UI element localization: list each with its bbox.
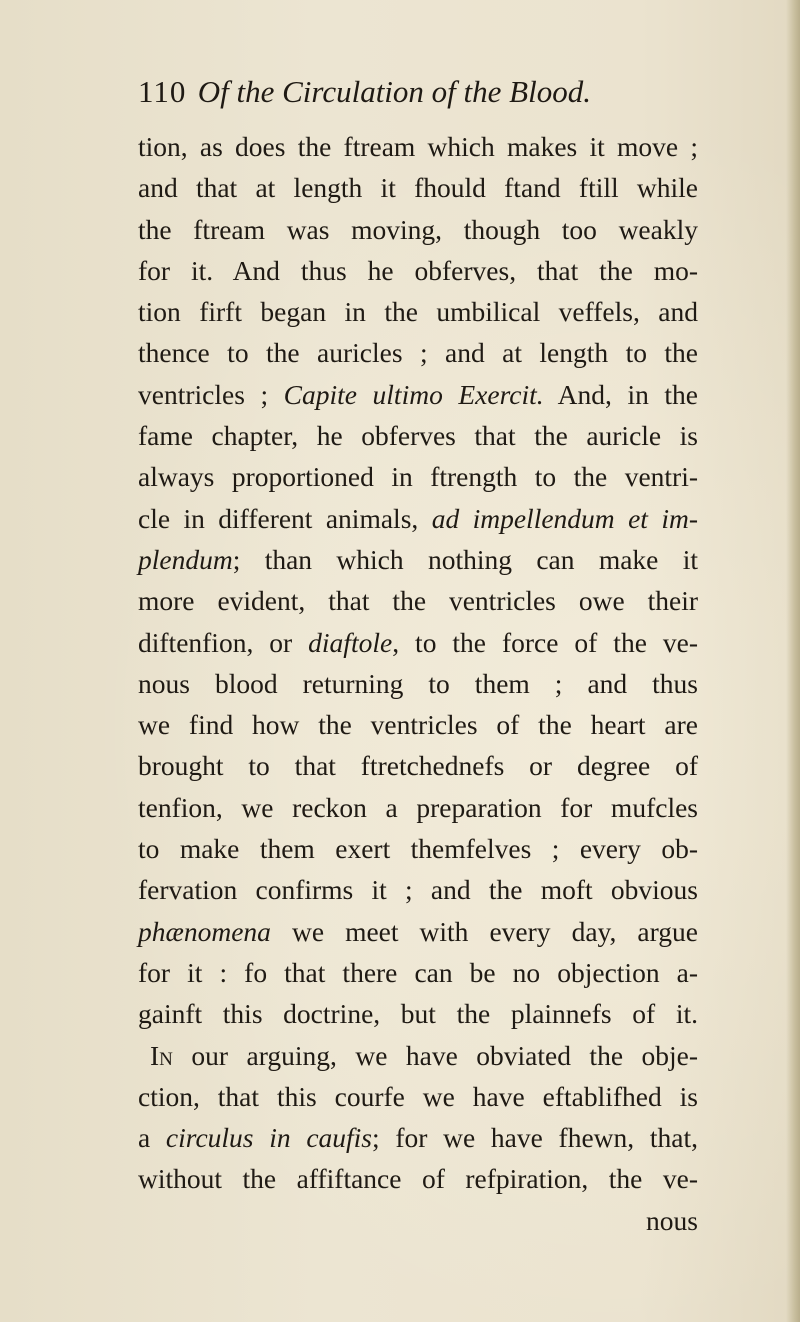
running-title: Of the Circulation of the Blood. — [197, 74, 591, 109]
italic-text-run: circulus in caufis — [165, 1122, 373, 1154]
small-caps-text-run: In — [150, 1039, 173, 1071]
page-number: 110 — [138, 74, 187, 109]
text-run: , to the force of the ve- — [392, 626, 698, 658]
text-line — [138, 622, 698, 663]
page-edge — [786, 0, 800, 1322]
text-line — [138, 1117, 698, 1158]
text-run: ; than which nothing can make it — [232, 543, 698, 575]
italic-text-run: phænomena — [138, 915, 271, 947]
text-line: to make them exert themfelves ; every ob- — [138, 833, 698, 865]
text-line — [138, 498, 698, 539]
text-line: gainft this doctrine, but the plainnefs of it. — [138, 998, 698, 1030]
text-line — [138, 539, 698, 580]
text-line — [138, 911, 698, 952]
text-run: we meet with every day, argue — [270, 915, 698, 947]
text-line: ction, that this courfe we have eftablifhed is — [138, 1080, 698, 1112]
text-line: we find how the ventricles of the heart are — [138, 709, 698, 741]
paragraph-start-line — [138, 1035, 698, 1076]
running-head — [138, 70, 698, 114]
text-line: and that at length it fhould ftand ftill while — [138, 172, 698, 204]
text-line: without the affiftance of refpiration, the ve- — [138, 1163, 698, 1195]
text-run: diftenfion, or — [138, 626, 309, 658]
text-line: always proportioned in ftrength to the ventri- — [138, 461, 698, 493]
catchword: nous — [646, 1204, 698, 1236]
text-run: And, in the — [543, 378, 698, 410]
italic-text-run: Capite ultimo Exercit. — [283, 378, 544, 410]
text-line — [138, 374, 698, 415]
text-line: tion, as does the ftream which makes it move ; — [138, 131, 698, 162]
text-run: cle in different animals, — [138, 502, 432, 534]
text-line: brought to that ftretchednefs or degree of — [138, 750, 698, 782]
text-line: tenfion, we reckon a preparation for mufcles — [138, 791, 698, 823]
text-line: fervation confirms it ; and the moft obvious — [138, 874, 698, 906]
text-line: the ftream was moving, though too weakly — [138, 213, 698, 245]
text-line: tion firft began in the umbilical veffels, and — [138, 296, 698, 328]
text-line: more evident, that the ventricles owe their — [138, 585, 698, 617]
text-run: ; for we have fhewn, that, — [372, 1122, 698, 1154]
text-line: for it. And thus he obferves, that the mo- — [138, 254, 698, 286]
text-line: for it : fo that there can be no objection a- — [138, 956, 698, 988]
body-text — [138, 126, 698, 1241]
text-line: fame chapter, he obferves that the auricle is — [138, 420, 698, 452]
italic-text-run: plendum — [138, 543, 233, 575]
italic-text-run: ad impellendum et im- — [431, 502, 698, 534]
text-line: nous blood returning to them ; and thus — [138, 667, 698, 699]
italic-text-run: diaftole — [308, 626, 393, 658]
text-run: ventricles ; — [138, 378, 284, 410]
text-line: thence to the auricles ; and at length to the — [138, 337, 698, 369]
text-run: our arguing, we have obviated the obje- — [172, 1039, 698, 1071]
text-run: a — [138, 1122, 166, 1154]
